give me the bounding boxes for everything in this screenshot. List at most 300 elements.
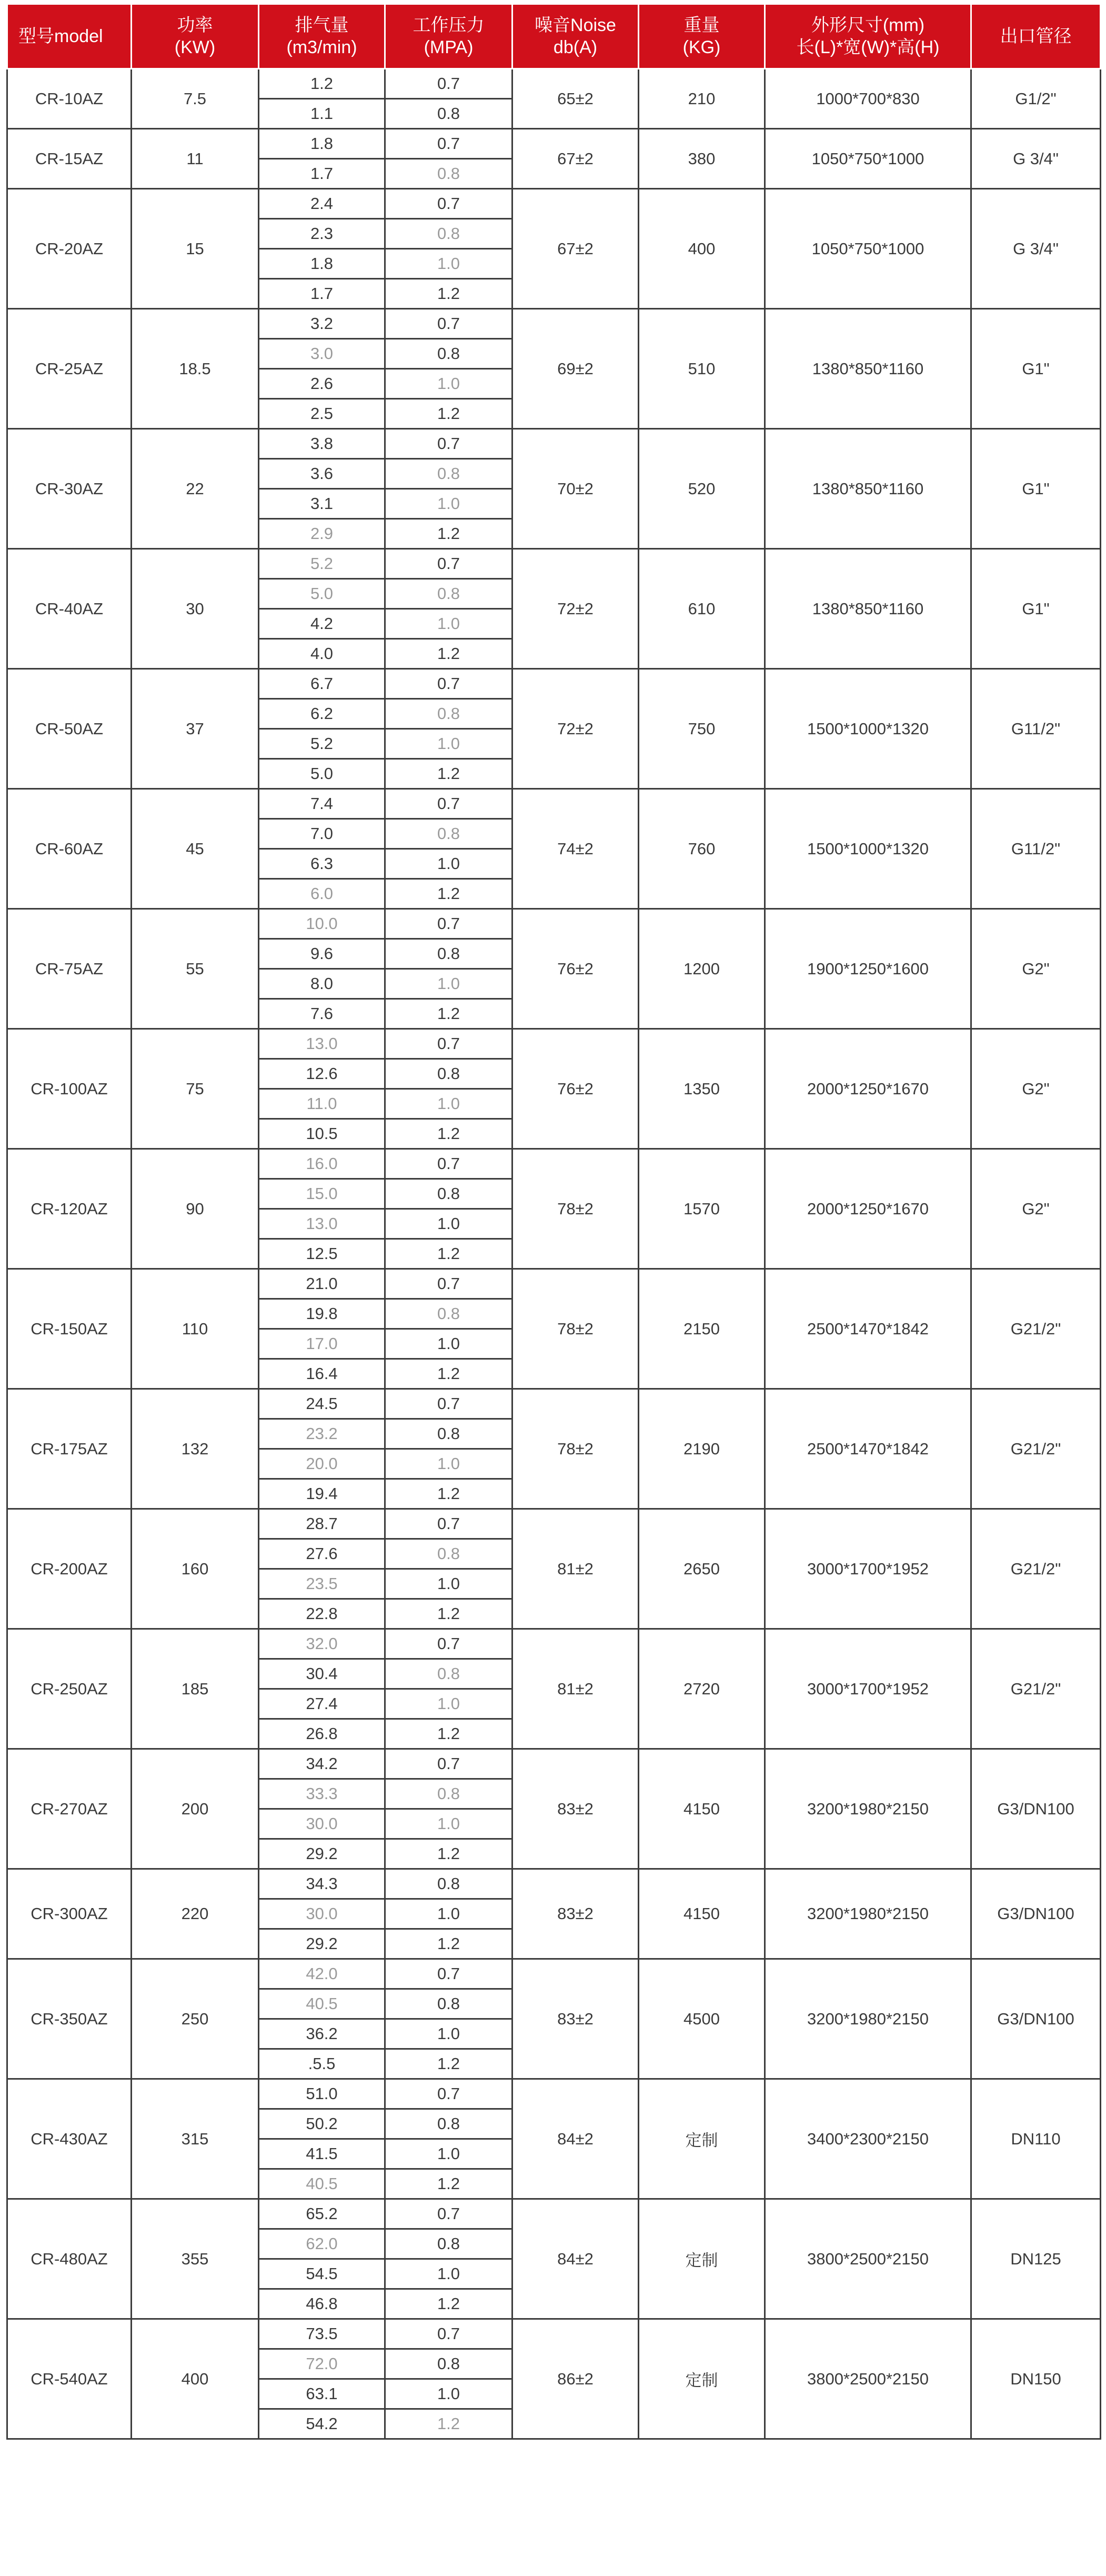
flow-cell: 11.0 [259,1089,385,1119]
pressure-cell: 1.0 [385,1329,512,1359]
dimensions-cell: 1900*1250*1600 [765,909,971,1029]
pressure-cell: 0.8 [385,2349,512,2379]
table-row [7,129,1101,159]
flow-cell: 7.0 [259,819,385,849]
pressure-cell: 0.8 [385,1989,512,2019]
flow-cell: 23.2 [259,1419,385,1449]
power-cell: 110 [132,1269,259,1389]
outlet-cell: G1" [971,549,1101,669]
header-outlet: 出口管径 [971,4,1101,69]
power-cell: 11 [132,129,259,189]
outlet-cell: G 3/4" [971,189,1101,309]
weight-cell: 380 [639,129,765,189]
weight-cell: 2190 [639,1389,765,1509]
flow-cell: 65.2 [259,2199,385,2229]
pressure-cell: 0.7 [385,309,512,339]
weight-cell: 1200 [639,909,765,1029]
flow-cell: 19.4 [259,1479,385,1509]
model-cell: CR-25AZ [7,309,132,429]
pressure-cell: 0.7 [385,429,512,459]
flow-cell: 2.9 [259,519,385,549]
pressure-cell: 0.8 [385,819,512,849]
model-cell: CR-20AZ [7,189,132,309]
flow-cell: 13.0 [259,1209,385,1239]
pressure-cell: 0.8 [385,939,512,969]
pressure-cell: 1.2 [385,2289,512,2319]
power-cell: 15 [132,189,259,309]
dimensions-cell: 3800*2500*2150 [765,2199,971,2319]
dimensions-cell: 3400*2300*2150 [765,2079,971,2199]
model-cell: CR-300AZ [7,1869,132,1959]
outlet-cell: G3/DN100 [971,1959,1101,2079]
weight-cell: 400 [639,189,765,309]
pressure-cell: 0.7 [385,1269,512,1299]
flow-cell: 33.3 [259,1779,385,1809]
noise-cell: 86±2 [512,2319,639,2439]
weight-cell: 750 [639,669,765,789]
pressure-cell: 1.0 [385,2019,512,2049]
outlet-cell: G21/2" [971,1509,1101,1629]
flow-cell: 15.0 [259,1179,385,1209]
noise-cell: 65±2 [512,69,639,129]
noise-cell: 72±2 [512,669,639,789]
header-dimensions: 外形尺寸(mm) 长(L)*宽(W)*高(H) [765,4,971,69]
pressure-cell: 0.7 [385,129,512,159]
pressure-cell: 0.8 [385,2229,512,2259]
noise-cell: 83±2 [512,1749,639,1869]
model-cell: CR-10AZ [7,69,132,129]
pressure-cell: 1.0 [385,1089,512,1119]
flow-cell: .5.5 [259,2049,385,2079]
power-cell: 22 [132,429,259,549]
weight-cell: 4150 [639,1749,765,1869]
table-row [7,429,1101,459]
flow-cell: 4.0 [259,639,385,669]
pressure-cell: 1.0 [385,1449,512,1479]
flow-cell: 10.5 [259,1119,385,1149]
outlet-cell: G21/2" [971,1389,1101,1509]
pressure-cell: 0.8 [385,1419,512,1449]
weight-cell: 2720 [639,1629,765,1749]
flow-cell: 1.7 [259,279,385,309]
power-cell: 90 [132,1149,259,1269]
flow-cell: 41.5 [259,2139,385,2169]
flow-cell: 5.0 [259,759,385,789]
pressure-cell: 1.2 [385,879,512,909]
outlet-cell: G3/DN100 [971,1749,1101,1869]
outlet-cell: DN110 [971,2079,1101,2199]
table-row [7,1269,1101,1299]
power-cell: 355 [132,2199,259,2319]
model-cell: CR-270AZ [7,1749,132,1869]
flow-cell: 17.0 [259,1329,385,1359]
model-cell: CR-480AZ [7,2199,132,2319]
noise-cell: 78±2 [512,1389,639,1509]
power-cell: 220 [132,1869,259,1959]
flow-cell: 2.5 [259,399,385,429]
table-row [7,1749,1101,1779]
flow-cell: 21.0 [259,1269,385,1299]
power-cell: 55 [132,909,259,1029]
table-row [7,69,1101,99]
pressure-cell: 1.0 [385,2259,512,2289]
dimensions-cell: 1500*1000*1320 [765,789,971,909]
power-cell: 132 [132,1389,259,1509]
power-cell: 200 [132,1749,259,1869]
table-row [7,1389,1101,1419]
pressure-cell: 1.2 [385,519,512,549]
power-cell: 160 [132,1509,259,1629]
pressure-cell: 0.7 [385,2079,512,2109]
flow-cell: 10.0 [259,909,385,939]
pressure-cell: 0.7 [385,1149,512,1179]
weight-cell: 1350 [639,1029,765,1149]
flow-cell: 3.0 [259,339,385,369]
header-row [7,4,1101,69]
model-cell: CR-15AZ [7,129,132,189]
pressure-cell: 1.0 [385,249,512,279]
pressure-cell: 1.0 [385,849,512,879]
dimensions-cell: 3200*1980*2150 [765,1749,971,1869]
flow-cell: 1.7 [259,159,385,189]
noise-cell: 84±2 [512,2199,639,2319]
flow-cell: 6.7 [259,669,385,699]
weight-cell: 4150 [639,1869,765,1959]
model-cell: CR-40AZ [7,549,132,669]
pressure-cell: 0.8 [385,1059,512,1089]
pressure-cell: 0.8 [385,159,512,189]
noise-cell: 84±2 [512,2079,639,2199]
noise-cell: 67±2 [512,129,639,189]
power-cell: 75 [132,1029,259,1149]
dimensions-cell: 3200*1980*2150 [765,1869,971,1959]
power-cell: 250 [132,1959,259,2079]
pressure-cell: 0.7 [385,2199,512,2229]
power-cell: 315 [132,2079,259,2199]
weight-cell: 2150 [639,1269,765,1389]
pressure-cell: 0.7 [385,1629,512,1659]
flow-cell: 3.1 [259,489,385,519]
noise-cell: 76±2 [512,909,639,1029]
model-cell: CR-100AZ [7,1029,132,1149]
pressure-cell: 1.0 [385,1809,512,1839]
flow-cell: 72.0 [259,2349,385,2379]
noise-cell: 67±2 [512,189,639,309]
flow-cell: 9.6 [259,939,385,969]
noise-cell: 83±2 [512,1959,639,2079]
pressure-cell: 1.2 [385,279,512,309]
pressure-cell: 1.2 [385,1119,512,1149]
table-row [7,909,1101,939]
flow-cell: 27.6 [259,1539,385,1569]
dimensions-cell: 3000*1700*1952 [765,1509,971,1629]
noise-cell: 78±2 [512,1269,639,1389]
weight-cell: 210 [639,69,765,129]
table-row [7,1959,1101,1989]
table-row [7,1509,1101,1539]
table-row [7,1869,1101,1899]
header-model: 型号model [7,4,132,69]
pressure-cell: 1.2 [385,1599,512,1629]
noise-cell: 81±2 [512,1629,639,1749]
outlet-cell: G11/2" [971,669,1101,789]
header-noise: 噪音Noise db(A) [512,4,639,69]
table-row [7,549,1101,579]
model-cell: CR-75AZ [7,909,132,1029]
flow-cell: 5.0 [259,579,385,609]
flow-cell: 12.6 [259,1059,385,1089]
flow-cell: 32.0 [259,1629,385,1659]
flow-cell: 2.3 [259,219,385,249]
flow-cell: 6.2 [259,699,385,729]
noise-cell: 72±2 [512,549,639,669]
pressure-cell: 1.2 [385,999,512,1029]
pressure-cell: 0.7 [385,1749,512,1779]
flow-cell: 29.2 [259,1839,385,1869]
outlet-cell: G3/DN100 [971,1869,1101,1959]
pressure-cell: 1.0 [385,609,512,639]
model-cell: CR-250AZ [7,1629,132,1749]
pressure-cell: 0.7 [385,789,512,819]
pressure-cell: 0.8 [385,1659,512,1689]
compressor-spec-table [6,3,1101,2440]
pressure-cell: 1.2 [385,1359,512,1389]
outlet-cell: G 3/4" [971,129,1101,189]
pressure-cell: 1.0 [385,369,512,399]
pressure-cell: 1.2 [385,2409,512,2439]
pressure-cell: 0.7 [385,1389,512,1419]
weight-cell: 定制 [639,2319,765,2439]
flow-cell: 16.4 [259,1359,385,1389]
flow-cell: 22.8 [259,1599,385,1629]
pressure-cell: 0.7 [385,69,512,99]
pressure-cell: 1.0 [385,729,512,759]
pressure-cell: 1.0 [385,1689,512,1719]
power-cell: 18.5 [132,309,259,429]
flow-cell: 8.0 [259,969,385,999]
outlet-cell: DN125 [971,2199,1101,2319]
dimensions-cell: 2000*1250*1670 [765,1029,971,1149]
model-cell: CR-350AZ [7,1959,132,2079]
outlet-cell: G1" [971,309,1101,429]
pressure-cell: 1.2 [385,759,512,789]
header-pressure: 工作压力 (MPA) [385,4,512,69]
pressure-cell: 0.8 [385,1299,512,1329]
pressure-cell: 0.8 [385,459,512,489]
weight-cell: 510 [639,309,765,429]
outlet-cell: G1" [971,429,1101,549]
pressure-cell: 0.7 [385,909,512,939]
dimensions-cell: 1050*750*1000 [765,189,971,309]
power-cell: 400 [132,2319,259,2439]
model-cell: CR-60AZ [7,789,132,909]
weight-cell: 760 [639,789,765,909]
outlet-cell: G2" [971,1149,1101,1269]
flow-cell: 3.8 [259,429,385,459]
flow-cell: 42.0 [259,1959,385,1989]
flow-cell: 20.0 [259,1449,385,1479]
table-row [7,1029,1101,1059]
pressure-cell: 0.7 [385,189,512,219]
table-row [7,1629,1101,1659]
weight-cell: 520 [639,429,765,549]
model-cell: CR-50AZ [7,669,132,789]
flow-cell: 30.0 [259,1809,385,1839]
pressure-cell: 1.0 [385,969,512,999]
dimensions-cell: 1500*1000*1320 [765,669,971,789]
flow-cell: 40.5 [259,2169,385,2199]
model-cell: CR-30AZ [7,429,132,549]
flow-cell: 1.8 [259,129,385,159]
flow-cell: 16.0 [259,1149,385,1179]
pressure-cell: 1.2 [385,1839,512,1869]
pressure-cell: 0.7 [385,669,512,699]
flow-cell: 1.2 [259,69,385,99]
pressure-cell: 0.8 [385,2109,512,2139]
weight-cell: 610 [639,549,765,669]
flow-cell: 73.5 [259,2319,385,2349]
flow-cell: 7.6 [259,999,385,1029]
weight-cell: 4500 [639,1959,765,2079]
weight-cell: 定制 [639,2199,765,2319]
power-cell: 185 [132,1629,259,1749]
flow-cell: 28.7 [259,1509,385,1539]
weight-cell: 1570 [639,1149,765,1269]
flow-cell: 19.8 [259,1299,385,1329]
pressure-cell: 0.7 [385,1959,512,1989]
pressure-cell: 1.0 [385,2379,512,2409]
outlet-cell: G21/2" [971,1629,1101,1749]
header-flow: 排气量 (m3/min) [259,4,385,69]
model-cell: CR-540AZ [7,2319,132,2439]
header-power: 功率 (KW) [132,4,259,69]
table-row [7,2199,1101,2229]
pressure-cell: 1.0 [385,1569,512,1599]
dimensions-cell: 2500*1470*1842 [765,1389,971,1509]
flow-cell: 7.4 [259,789,385,819]
pressure-cell: 1.2 [385,2049,512,2079]
pressure-cell: 0.8 [385,579,512,609]
flow-cell: 50.2 [259,2109,385,2139]
noise-cell: 76±2 [512,1029,639,1149]
dimensions-cell: 1050*750*1000 [765,129,971,189]
table-row [7,2079,1101,2109]
flow-cell: 6.0 [259,879,385,909]
pressure-cell: 1.2 [385,1719,512,1749]
table-row [7,789,1101,819]
pressure-cell: 1.2 [385,1479,512,1509]
dimensions-cell: 3200*1980*2150 [765,1959,971,2079]
dimensions-cell: 1380*850*1160 [765,429,971,549]
model-cell: CR-175AZ [7,1389,132,1509]
flow-cell: 30.4 [259,1659,385,1689]
flow-cell: 29.2 [259,1929,385,1959]
outlet-cell: G2" [971,1029,1101,1149]
noise-cell: 70±2 [512,429,639,549]
outlet-cell: G2" [971,909,1101,1029]
dimensions-cell: 1380*850*1160 [765,549,971,669]
noise-cell: 81±2 [512,1509,639,1629]
pressure-cell: 1.0 [385,1899,512,1929]
flow-cell: 46.8 [259,2289,385,2319]
flow-cell: 54.5 [259,2259,385,2289]
power-cell: 7.5 [132,69,259,129]
noise-cell: 74±2 [512,789,639,909]
table-row [7,189,1101,219]
pressure-cell: 0.8 [385,99,512,129]
flow-cell: 40.5 [259,1989,385,2019]
table-row [7,669,1101,699]
pressure-cell: 0.8 [385,219,512,249]
outlet-cell: DN150 [971,2319,1101,2439]
flow-cell: 12.5 [259,1239,385,1269]
power-cell: 37 [132,669,259,789]
model-cell: CR-150AZ [7,1269,132,1389]
pressure-cell: 0.8 [385,1779,512,1809]
table-row [7,2319,1101,2349]
pressure-cell: 1.0 [385,1209,512,1239]
flow-cell: 13.0 [259,1029,385,1059]
flow-cell: 63.1 [259,2379,385,2409]
dimensions-cell: 1000*700*830 [765,69,971,129]
pressure-cell: 1.2 [385,399,512,429]
pressure-cell: 0.7 [385,1029,512,1059]
flow-cell: 51.0 [259,2079,385,2109]
flow-cell: 26.8 [259,1719,385,1749]
dimensions-cell: 3000*1700*1952 [765,1629,971,1749]
model-cell: CR-430AZ [7,2079,132,2199]
model-cell: CR-120AZ [7,1149,132,1269]
outlet-cell: G1/2" [971,69,1101,129]
dimensions-cell: 2000*1250*1670 [765,1149,971,1269]
pressure-cell: 0.8 [385,1539,512,1569]
table-body [7,69,1101,2439]
flow-cell: 27.4 [259,1689,385,1719]
dimensions-cell: 3800*2500*2150 [765,2319,971,2439]
pressure-cell: 0.8 [385,1869,512,1899]
dimensions-cell: 1380*850*1160 [765,309,971,429]
pressure-cell: 1.2 [385,1929,512,1959]
model-cell: CR-200AZ [7,1509,132,1629]
flow-cell: 30.0 [259,1899,385,1929]
weight-cell: 2650 [639,1509,765,1629]
pressure-cell: 1.0 [385,489,512,519]
flow-cell: 1.1 [259,99,385,129]
power-cell: 45 [132,789,259,909]
flow-cell: 5.2 [259,549,385,579]
power-cell: 30 [132,549,259,669]
flow-cell: 5.2 [259,729,385,759]
flow-cell: 62.0 [259,2229,385,2259]
outlet-cell: G21/2" [971,1269,1101,1389]
flow-cell: 3.6 [259,459,385,489]
pressure-cell: 1.2 [385,2169,512,2199]
flow-cell: 23.5 [259,1569,385,1599]
flow-cell: 34.2 [259,1749,385,1779]
dimensions-cell: 2500*1470*1842 [765,1269,971,1389]
table-row [7,1149,1101,1179]
pressure-cell: 0.8 [385,339,512,369]
outlet-cell: G11/2" [971,789,1101,909]
flow-cell: 54.2 [259,2409,385,2439]
noise-cell: 83±2 [512,1869,639,1959]
flow-cell: 3.2 [259,309,385,339]
flow-cell: 6.3 [259,849,385,879]
pressure-cell: 1.2 [385,1239,512,1269]
flow-cell: 4.2 [259,609,385,639]
pressure-cell: 0.8 [385,1179,512,1209]
flow-cell: 36.2 [259,2019,385,2049]
